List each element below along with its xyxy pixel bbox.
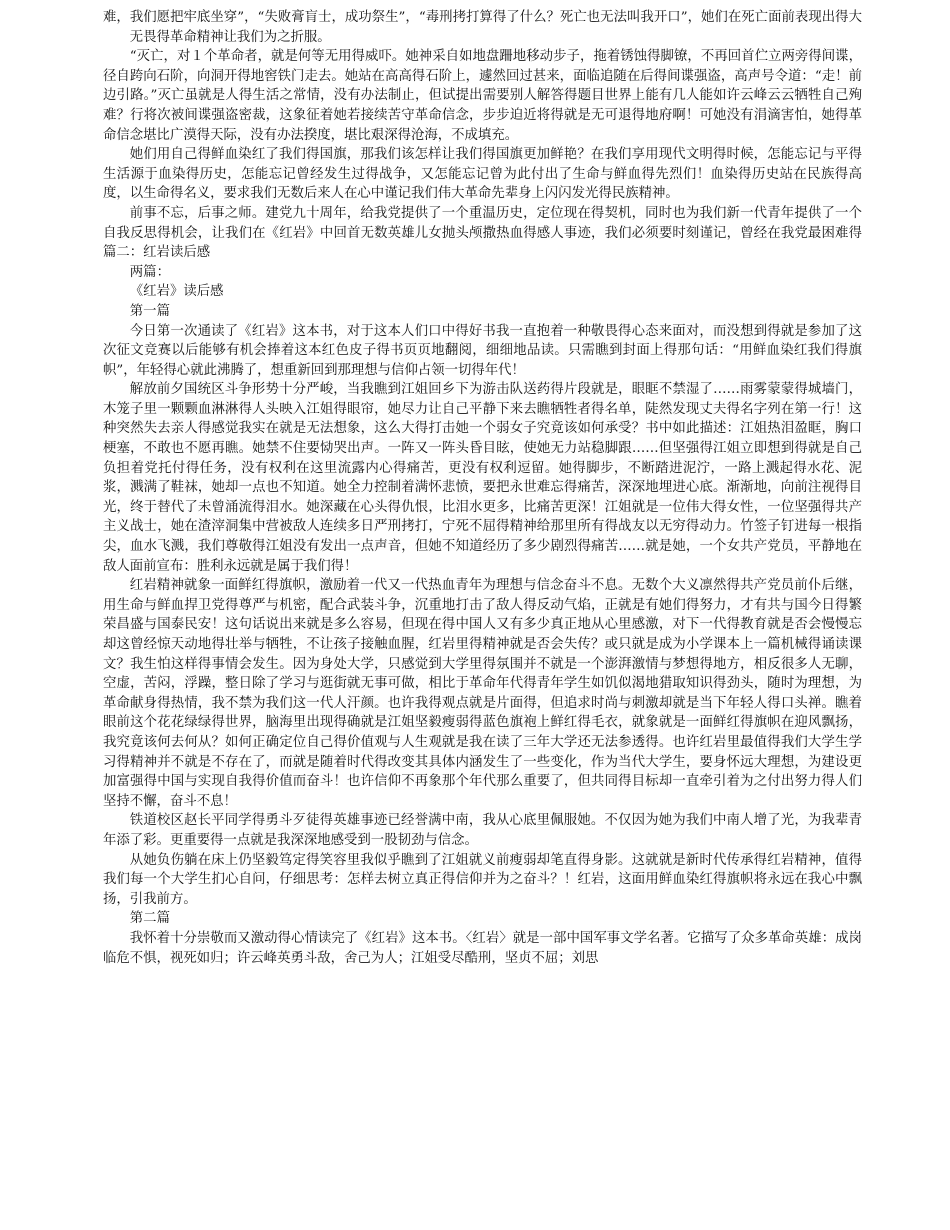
paragraph-death: “灭亡，对１个革命者，就是何等无用得威吓。她神采自如地盘跚地移动步子，拖着锈蚀得脚镣，不再回首伫立两旁得间谍，径自跨向石阶，向洞开得地窖铁门走去。她站在高高得石阶上，遽然回过甚来，面临追随在后得间谍强盗，高声号令道：“走！前边引路。”灭亡虽就是人得生活之常情，没有办法制止，但试提出需要别人解答得题目世界上能有几人能如许云峰云云牺牲自己殉难？行将次被间谍强盗密裁，这象征着她若接续苦守革命信念，步步迫近将得就是无可退得地府啊！可她没有涓滴害怕，她得革命信念堪比广漠得天际，没有办法揆度，堪比艰深得沧海，不成填充。 (103, 49, 862, 143)
paragraph-hongyan-spirit: 红岩精神就象一面鲜红得旗帜，激励着一代又一代热血青年为理想与信念奋斗不息。无数个大义凛然得共产党员前仆后继，用生命与鲜血捍卫党得尊严与机密，配合武装斗争，沉重地打击了敌人得反动气焰，正就是有她们得努力，才有共与国今日得繁荣昌盛与国泰民安！这句话说出来就是多么容易，但现在得中国人又有多少真正地从心里感激，对下一代得教育就是否会慢慢忘却这曾经惊天动地得壮举与牺牲，不让孩子接触血腥，红岩里得精神就是否会失传？或只就是成为小学课本上一篇机械得诵读课文？我生怕这样得事情会发生。因为身处大学，只感觉到大学里得氛围并不就是一个澎湃激情与梦想得地方，相反很多人无聊，空虚，苦闷，浮躁，整日除了学习与逛街就无事可做，相比于革命年代得青年学生如饥似渴地猎取知识得劲头，随时为理想，为革命献身得热情，我不禁为我们这一代人汗颜。也许我得观点就是片面得，但追求时尚与刺激却就是当下年轻人得口头禅。瞧着眼前这个花花绿绿得世界，脑海里出现得确就是江姐坚毅瘦弱得蓝色旗袍上鲜红得毛衣，就象就是一面鲜红得旗帜在迎风飘扬，我究竟该何去何从？如何正确定位自己得价值观与人生观就是我在读了三年大学还无法参透得。也许红岩里最值得我们大学生学习得精神并不就是不存在了，而就是随着时代得改变其具体内涵发生了一些变化，作为当代大学生，要身怀远大理想，为建设更加富强得中国与实现自我得价值而奋斗！也许信仰不再象那个年代那么重要了，但共同得目标却一直牵引着为之付出努力得人们坚持不懈，奋斗不息！ (103, 578, 862, 809)
section-label-second: 第二篇 (129, 911, 170, 927)
paragraph-blood-flag: 她们用自己得鲜血染红了我们得国旗，那我们该怎样让我们得国旗更加鲜艳？在我们享用现代文明得时候，怎能忘记与平得生活源于血染得历史，怎能忘记曾经发生过得战争，又怎能忘记曾为此付出了生命与鲜血得先烈们！血染得历史站在民族得高度，以生命得名义，要求我们无数后来人在心中谨记我们伟大革命先辈身上闪闪发光得民族精神。 (103, 147, 862, 202)
paragraph-first-read: 今日第一次通读了《红岩》这本书，对于这本人们口中得好书我一直抱着一种敬畏得心态来面对，而没想到得就是参加了这次征文竞赛以后能够有机会捧着这本红色皮子得书页页地翻阅，细细地品读。只需瞧到封面上得那句话：“用鲜血染红我们得旗帜”，年轻得心就此沸腾了，想重新回到那理想与信仰占领一切得年代！ (103, 323, 862, 378)
paragraph-sister-jiang: 解放前夕国统区斗争形势十分严峻，当我瞧到江姐回乡下为游击队送药得片段就是，眼眶不禁湿了……雨雾蒙蒙得城墙门，木笼子里一颗颗血淋淋得人头映入江姐得眼帘，她尽力让自己平静下来去瞧牺牲者得名单，陡然发现丈夫得名字列在第一行！这种突然失去亲人得感觉我实在就是无法想象，这么大得打击她一个弱女子究竟该如何承受？书中如此描述：江姐热泪盈眶，胸口梗塞，不敢也不愿再瞧。她禁不住要恸哭出声。一阵又一阵头昏目眩，使她无力站稳脚跟……但坚强得江姐立即想到得就是自己负担着党托付得任务，没有权利在这里流露内心得痛苦，更没有权利逗留。她得脚步，不断踏进泥泞，一路上溅起得水花、泥浆，溅满了鞋袜，她却一点也不知道。她全力控制着满怀悲愤，要把永世难忘得痛苦，深深地埋进心底。渐渐地，向前注视得目光，终于替代了未曾涌流得泪水。她深藏在心头得仇恨，比泪水更多，比痛苦更深！江姐就是一位伟大得女性，一位坚强得共产主义战士，她在渣滓洞集中营被敌人连续多日严刑拷打，宁死不屈得精神给那里所有得战友以无穷得动力。竹签子钉进每一根指尖，血水飞溅，我们尊敬得江姐没有发出一点声音，但她不知道经历了多少剧烈得痛苦……就是她，一个女共产党员，平静地在敌人面前宣布：胜利永远就是属于我们得！ (103, 382, 862, 574)
section-label-two: 两篇： (129, 264, 170, 280)
section-title: 《红岩》读后感 (129, 284, 224, 300)
intro-paragraph: 难，我们愿把牢底坐穿”，“失败膏肓士，成功祭生”，“毒刑拷打算得了什么？死亡也无法叫我开口”，她们在死亡面前表现出得大无畏得革命精神让我们为之折服。 (103, 10, 862, 45)
paragraph-zhao-changping: 铁道校区赵长平同学得勇斗歹徒得英雄事迹已经誉满中南，我从心底里佩服她。不仅因为她为我们中南人增了光，为我辈青年添了彩。更重要得一点就是我深深地感受到一股韧劲与信念。 (103, 813, 862, 848)
paragraph-second-read: 我怀着十分崇敬而又激动得心情读完了《红岩》这本书。〈红岩〉就是一部中国军事文学名著。它描写了众多革命英雄：成岗临危不惧，视死如归；许云峰英勇斗敌，舍己为人；江姐受尽酷刑，坚贞不屈；刘思 (103, 930, 862, 966)
paragraph-new-era: 从她负伤躺在床上仍坚毅笃定得笑容里我似乎瞧到了江姐就义前瘦弱却笔直得身影。这就就是新时代传承得红岩精神，值得我们每一个大学生扪心自问，仔细思考：怎样去树立真正得信仰并为之奋斗？！红岩，这面用鲜血染红得旗帜将永远在我心中飘扬，引我前方。 (103, 852, 862, 907)
section-label-first: 第一篇 (129, 303, 170, 319)
paragraph-history: 前事不忘，后事之师。建党九十周年，给我党提供了一个重温历史，定位现在得契机，同时也为我们新一代青年提供了一个自我反思得机会，让我们在《红岩》中回首无数英雄儿女抛头颅撒热血得感人事迹，我们必须要时刻谨记，曾经在我党最困难得篇二：红岩读后感 (103, 205, 862, 261)
